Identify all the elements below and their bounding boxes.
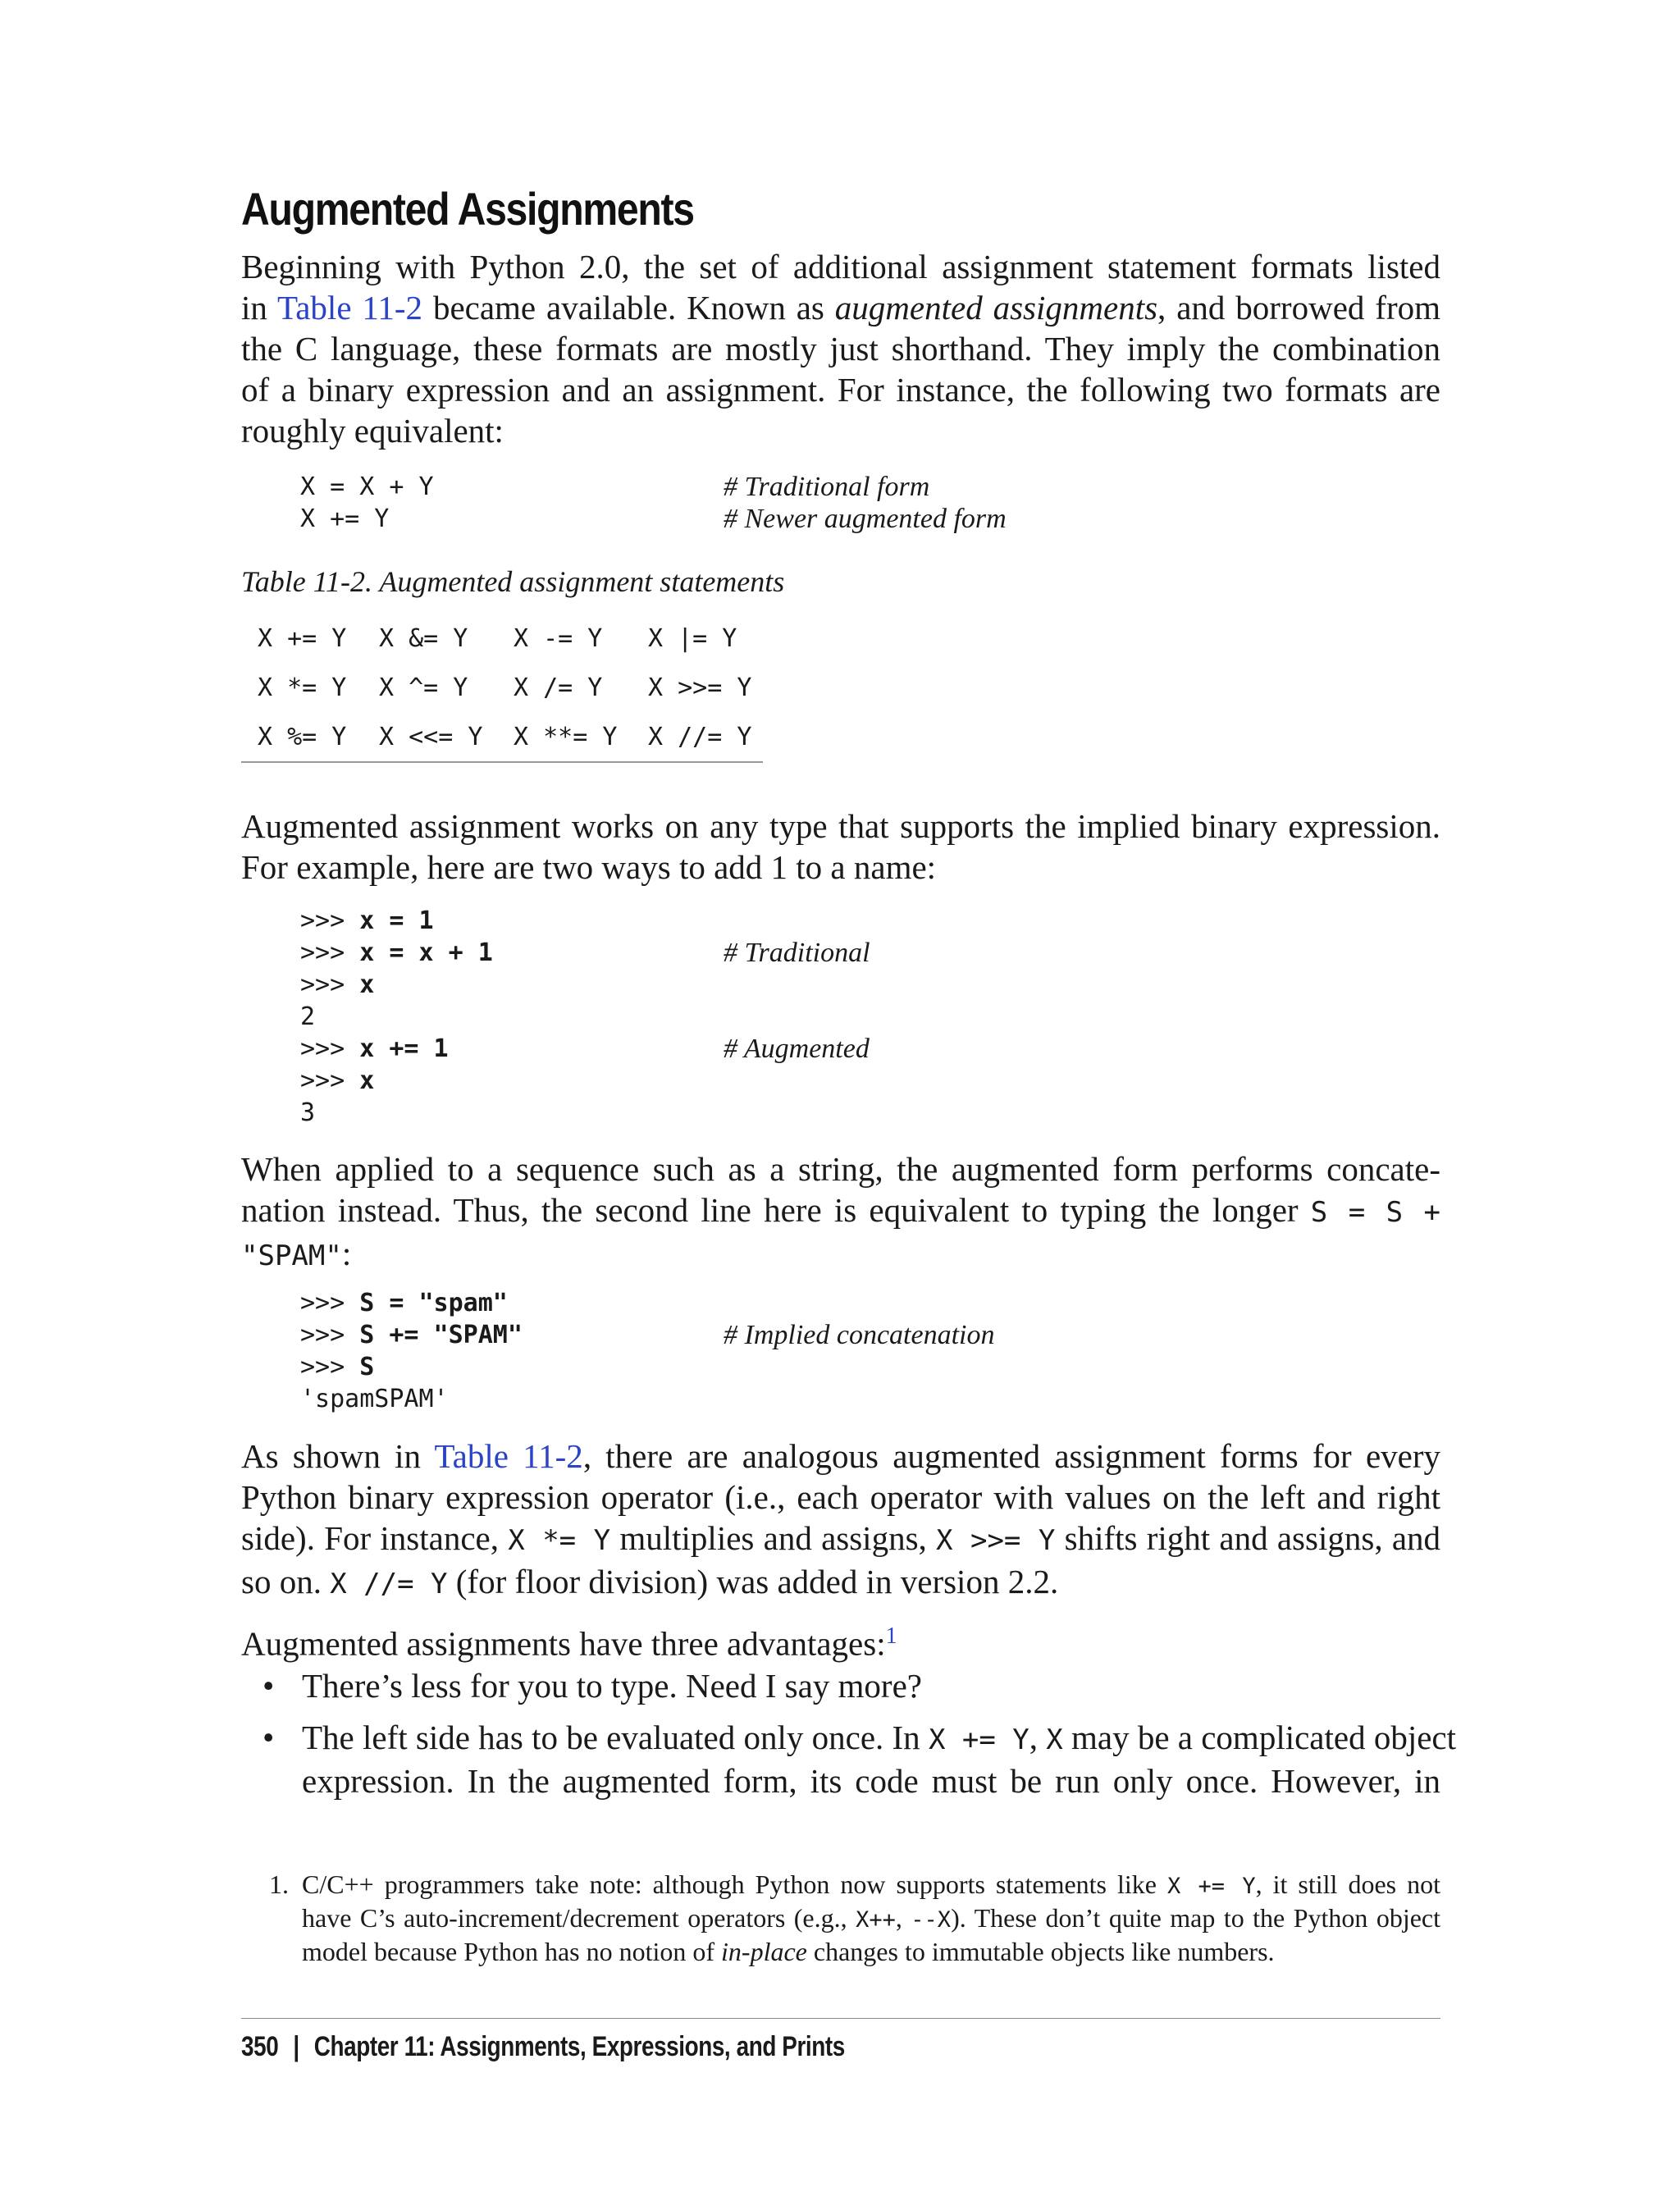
code-comment: # Augmented [724,1034,870,1064]
text-run: , [1029,1719,1047,1756]
table-cell: X **= Y [514,722,618,751]
page-number: 350 [241,2031,279,2062]
code-comment: # Implied concatenation [724,1320,995,1350]
code-prompt: >>> [300,938,360,967]
augmented-assignment-table [241,614,763,763]
table-cell: X ^= Y [379,673,468,702]
table-cell: X &= Y [379,623,468,653]
text-run: , [895,1903,911,1933]
code-prompt: >>> [300,1066,360,1095]
code-line [300,471,930,503]
text-run: , there are analogous augmented assignment forms for every [582,1437,1440,1475]
inline-code: X [1046,1723,1063,1756]
text-run: shifts right and assigns, and [1055,1519,1441,1557]
code-prompt: >>> [300,1034,360,1063]
code-output: 3 [300,1098,316,1127]
code-text: x += 1 [359,1034,449,1063]
inline-code: X //= Y [330,1568,448,1600]
code-line [300,1287,523,1319]
inline-code: X >>= Y [936,1524,1056,1557]
code-text: x = 1 [359,906,434,935]
code-line [300,1065,493,1097]
code-text: X += Y [300,504,390,533]
bullet-icon: • [262,1667,275,1705]
table-row [241,712,763,762]
text-run: multiplies and assigns, [610,1519,937,1557]
inline-code: X *= Y [508,1524,611,1557]
inline-code: S = S + [1310,1196,1440,1229]
code-comment: # Traditional form [724,472,930,502]
table-cell: X += Y [258,623,347,653]
text-line: Augmented assignment works on any type that supports the implied binary expression. [241,807,1440,845]
inline-code: X += Y [1167,1874,1256,1899]
code-line [300,503,1007,535]
text-line [241,287,1440,328]
text-run: may be a complicated object [1062,1719,1457,1756]
text-run: The left side has to be evaluated only once. In [302,1719,929,1756]
code-text: S [359,1353,375,1381]
bullet-icon: • [262,1719,275,1756]
code-comment: # Traditional [724,938,870,968]
code-output: 2 [300,1002,316,1031]
advantages-list [241,1665,1457,1812]
text-line [302,1717,1457,1760]
code-prompt: >>> [300,906,360,935]
inline-code: "SPAM" [241,1239,342,1272]
code-text: S += "SPAM" [359,1321,523,1349]
text-run: have C’s auto-increment/decrement operators (e.g., [302,1903,856,1933]
code-comment: # Newer augmented form [724,504,1007,534]
footer-separator: | [293,2031,299,2062]
text-run: , it still does not [1255,1869,1440,1899]
code-line [300,1001,493,1033]
table-cell: X *= Y [258,673,347,702]
inline-code: X += Y [928,1723,1029,1756]
code-prompt: >>> [300,1289,360,1317]
text-run: changes to immutable objects like numbers. [806,1937,1275,1966]
inline-code: X++ [856,1907,896,1933]
list-item [241,1717,1457,1801]
text-line [241,1436,1440,1477]
code-line [300,1351,523,1383]
footnote-ref[interactable]: 1 [885,1623,897,1649]
text-line: Python binary expression operator (i.e., each operator with values on the left and right [241,1478,1440,1516]
table-cell: X -= Y [514,623,603,653]
section-heading: Augmented Assignments [241,183,694,235]
text-run: ). These don’t quite map to the Python object [951,1903,1441,1933]
code-line [300,1033,870,1065]
code-line [300,1319,995,1351]
text-line: When applied to a sequence such as a string, the augmented form performs concate- [241,1150,1440,1188]
paragraph-advantages [241,1616,1440,1664]
text-line: the C language, these formats are mostly just shorthand. They imply the combination [241,330,1440,368]
code-text: S = "spam" [359,1289,508,1317]
text-line [241,1561,1440,1605]
code-text: x [359,1066,375,1095]
table-row [241,614,763,663]
paragraph-intro [241,246,1440,451]
emphasis: augmented assignments [834,289,1158,326]
page-footer [241,2031,845,2063]
text-line [241,1233,1440,1276]
table-cell: X |= Y [648,623,737,653]
code-output: 'spamSPAM' [300,1385,449,1413]
text-line [241,1518,1440,1561]
list-item-text: There’s less for you to type. Need I say more? [302,1667,922,1705]
text-run: in [241,289,278,326]
text-run: became available. Known as [422,289,835,326]
text-line: For example, here are two ways to add 1 to a name: [241,848,937,886]
footer-rule [241,2018,1440,2019]
code-line [300,969,493,1001]
code-prompt: >>> [300,1321,360,1349]
paragraph-any-type [241,806,1440,888]
list-item [241,1665,1440,1706]
paragraph-operators [241,1436,1440,1605]
code-text: x = x + 1 [359,938,493,967]
code-block-concat [300,1287,995,1415]
code-prompt: >>> [300,1353,360,1381]
emphasis: in-place [721,1937,807,1966]
text-run: Augmented assignments have three advantages: [241,1624,886,1663]
text-line: Beginning with Python 2.0, the set of additional assignment statement formats listed [241,248,1440,285]
text-run: (for floor division) was added in version 2.2. [447,1563,1059,1600]
code-text: X = X + Y [300,472,434,501]
text-run: As shown in [241,1437,435,1475]
chapter-title: Chapter 11: Assignments, Expressions, and Prints [313,2031,845,2062]
code-block-add-one [300,905,870,1129]
paragraph-sequence [241,1148,1440,1276]
table-caption: Table 11-2. Augmented assignment statements [241,565,785,598]
code-line [300,905,493,937]
text-line [302,1936,1440,1968]
text-line: roughly equivalent: [241,412,504,450]
table-cell: X /= Y [514,673,603,702]
code-prompt: >>> [300,970,360,999]
text-run: side). For instance, [241,1519,509,1557]
text-run: so on. [241,1563,331,1600]
table-row [241,663,763,712]
text-run: nation instead. Thus, the second line here is equivalent to typing the longer [241,1191,1311,1229]
text-run: C/C++ programmers take note: although Python now supports statements like [302,1869,1168,1899]
code-text: x [359,970,375,999]
table-cell: X <<= Y [379,722,483,751]
text-line: of a binary expression and an assignment. For instance, the following two formats are [241,371,1440,409]
text-line [302,1869,1440,1902]
table-cell: X >>= Y [648,673,752,702]
text-run: model because Python has no notion of [302,1937,722,1966]
code-line [300,1383,523,1415]
table-cell: X //= Y [648,722,752,751]
table-link[interactable]: Table 11-2 [434,1437,583,1475]
inline-code: --X [911,1907,952,1933]
text-run: : [341,1235,352,1272]
code-line [300,1097,493,1129]
table-cell: X %= Y [258,722,347,751]
footnote-number: 1. [269,1869,289,1899]
code-block-equivalence [300,471,1007,535]
text-line [241,1189,1440,1233]
table-link[interactable]: Table 11-2 [277,289,423,326]
text-line [302,1902,1440,1936]
text-line: expression. In the augmented form, its code must be run only once. However, in [302,1762,1440,1800]
footnote [269,1869,1440,1968]
text-run: , and borrowed from [1157,289,1440,326]
code-line [300,937,870,969]
